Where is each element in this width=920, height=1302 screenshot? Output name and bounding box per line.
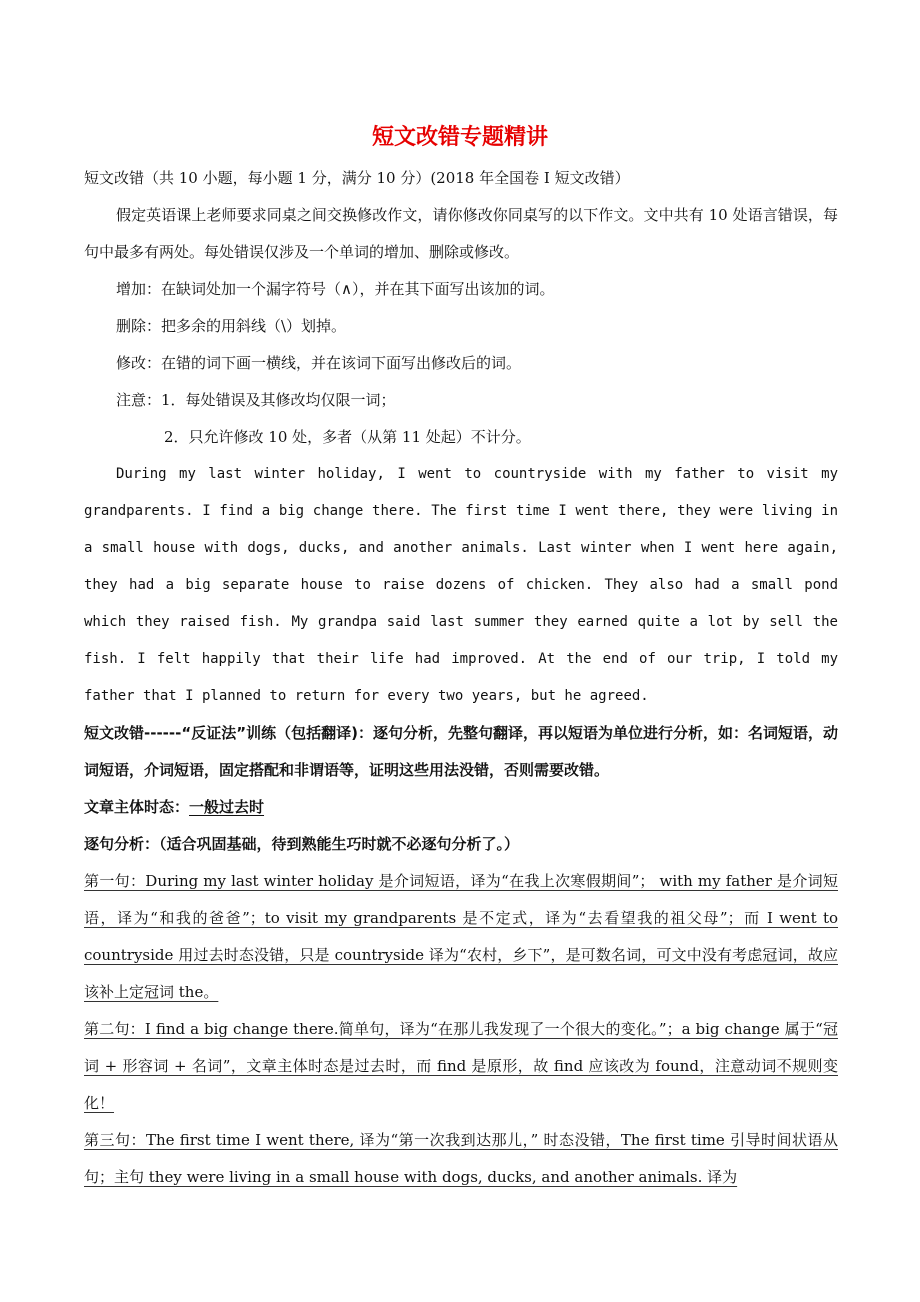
analysis-sentence-1: 第一句：During my last winter holiday 是介词短语，译为“在我上次寒假期间”； with my father 是介词短语，译为“和我的爸爸”；to visit my grandparents 是不定式，译为“去看望我的祖父母”；而 I went to countryside 用过去时态没错，只是 countryside 译为“农村，乡下”，是可数名词，可文中没有考虑冠词，故应该补上定冠词 the。: [84, 872, 838, 1001]
note-1: 注意：1．每处错误及其修改均仅限一词；: [116, 391, 396, 409]
rule-modify: 修改：在错的词下画一横线，并在该词下面写出修改后的词。: [116, 354, 522, 372]
analysis-sentence-2: 第二句：I find a big change there.简单句，译为“在那儿我发现了一个很大的变化。”；a big change 属于“冠词 + 形容词 + 名词”，文章主体时态是过去时，而 find 是原形，故 find 应该改为 found，注意动词不规则变化！: [84, 1020, 838, 1112]
analysis-sentence-3: 第三句：The first time I went there, 译为“第一次我到达那儿，” 时态没错，The first time 引导时间状语从句；主句 they were living in a small house with dogs, ducks, and another animals. 译为: [84, 1131, 838, 1186]
tense-line: [84, 789, 838, 826]
exercise-instruction: 假定英语课上老师要求同桌之间交换修改作文，请你修改你同桌写的以下作文。文中共有 10 处语言错误，每句中最多有两处。每处错误仅涉及一个单词的增加、删除或修改。: [84, 206, 838, 261]
exercise-header: 短文改错（共 10 小题，每小题 1 分，满分 10 分）(2018 年全国卷 I 短文改错）: [84, 169, 630, 187]
essay-passage: During my last winter holiday, I went to countryside with my father to visit my grandparents. I find a big change there. The first time I went there, they were living in a small house with dogs, ducks, and another animals. Last winter when I went here again, they had a big separate house to raise dozens of chicken. They also had a small pond which they raised fish. My grandpa said last summer they earned quite a lot by sell the fish. I felt happily that their life had improved. At the end of our trip, I told my father that I planned to return for every two years, but he agreed.: [84, 466, 838, 704]
note-2: 2．只允许修改 10 处，多者（从第 11 处起）不计分。: [164, 428, 531, 446]
rule-delete: 删除：把多余的用斜线（\）划掉。: [116, 317, 347, 335]
analysis-header: 逐句分析：（适合巩固基础，待到熟能生巧时就不必逐句分析了。）: [84, 835, 520, 853]
document-content: [84, 160, 838, 1196]
tense-value: 一般过去时: [189, 798, 265, 816]
method-description: 短文改错------“反证法”训练（包括翻译)：逐句分析，先整句翻译，再以短语为单位进行分析，如：名词短语，动词短语，介词短语，固定搭配和非谓语等，证明这些用法没错，否则需要改错。: [84, 724, 838, 779]
tense-label: 文章主体时态：: [84, 798, 190, 816]
page-title: 短文改错专题精讲: [371, 125, 548, 150]
rule-add: 增加：在缺词处加一个漏字符号（∧），并在其下面写出该加的词。: [116, 280, 555, 298]
